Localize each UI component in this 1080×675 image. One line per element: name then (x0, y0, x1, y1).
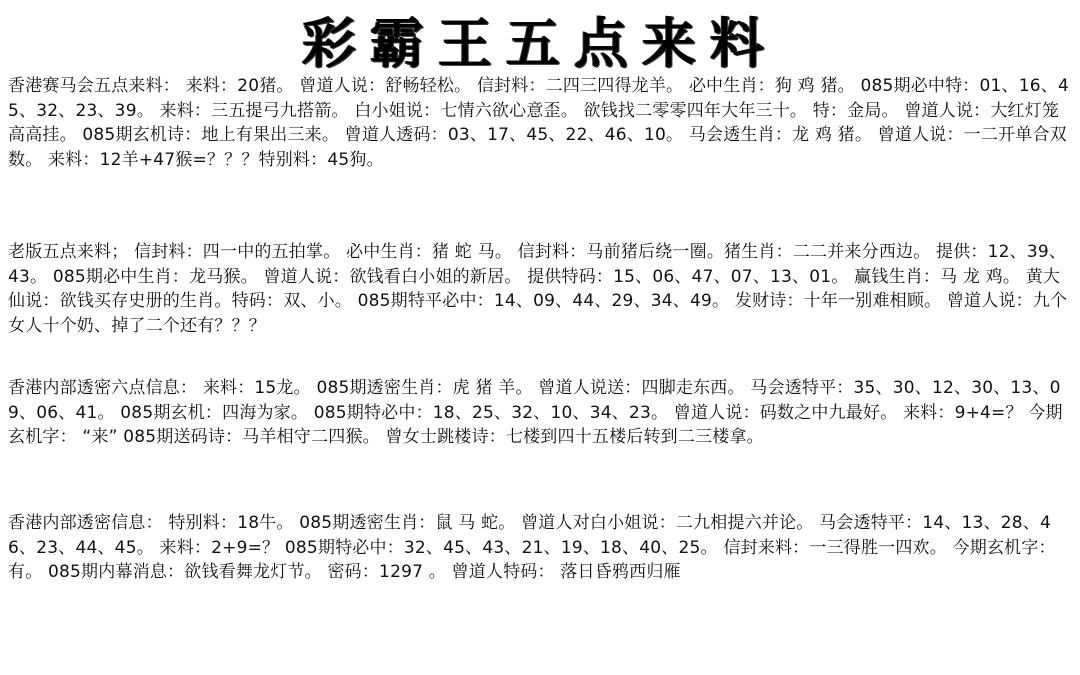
paragraph-hk-internal-six-point: 香港内部透密六点信息： 来料：15龙。 085期透密生肖：虎 猪 羊。 曾道人说送：四脚走东西。 马会透特平：35、30、12、30、13、09、06、41。 085期玄机：四海为家。 085期特必中：18、25、32、10、34、23。 曾道人说：码数之中九最好。 来料：9+4=？ 今期玄机字： “来” 085期送码诗：马羊相守二四猴。 曾女士跳楼诗：七楼到四十五楼后转到二三楼拿。 (8, 378, 1063, 447)
page-title: 彩霸王五点来料 (302, 11, 778, 75)
paragraph-hk-internal-secret: 香港内部透密信息： 特别料：18牛。 085期透密生肖：鼠 马 蛇。 曾道人对白小姐说：二九相提六并论。 马会透特平：14、13、28、46、23、44、45。 来料：2+9=？ 085期特必中：32、45、43、21、19、18、40、25。 信封来料：一三得胜一四欢。 今期玄机字：有。 085期内幕消息：欲钱看舞龙灯节。 密码：1297 。 曾道人特码： 落日昏鸦西归雁 (8, 513, 1056, 582)
paragraph-old-version-five-point: 老版五点来料； 信封料：四一中的五拍掌。 必中生肖：猪 蛇 马。 信封料：马前猪后绕一圈。猪生肖：二二并来分西边。 提供：12、39、43。 085期必中生肖：龙马猴。 曾道人说：欲钱看白小姐的新居。 提供特码：15、06、47、07、13、01。 赢钱生肖：马 龙 鸡。 黄大仙说：欲钱买存史册的生肖。特码：双、小。 085期特平必中：14、09、44、29、34、49。 发财诗：十年一别难相顾。 曾道人说：九个女人十个奶、掉了二个还有？？？ (8, 242, 1068, 336)
paragraph-hk-jockey-club-five-point: 香港赛马会五点来料： 来料：20猪。 曾道人说：舒畅轻松。 信封料：二四三四得龙羊。 必中生肖：狗 鸡 猪。 085期必中特：01、16、45、32、23、39。 来料：三五提弓九搭箭。 白小姐说：七情六欲心意歪。 欲钱找二零零四年大年三十。 特：金局。 曾道人说：大红灯笼高高挂。 085期玄机诗：地上有果出三来。 曾道人透码：03、17、45、22、46、10。 马会透生肖：龙 鸡 猪。 曾道人说：一二开单合双数。 来料：12羊+47猴=？？？特别料：45狗。 (8, 76, 1069, 170)
